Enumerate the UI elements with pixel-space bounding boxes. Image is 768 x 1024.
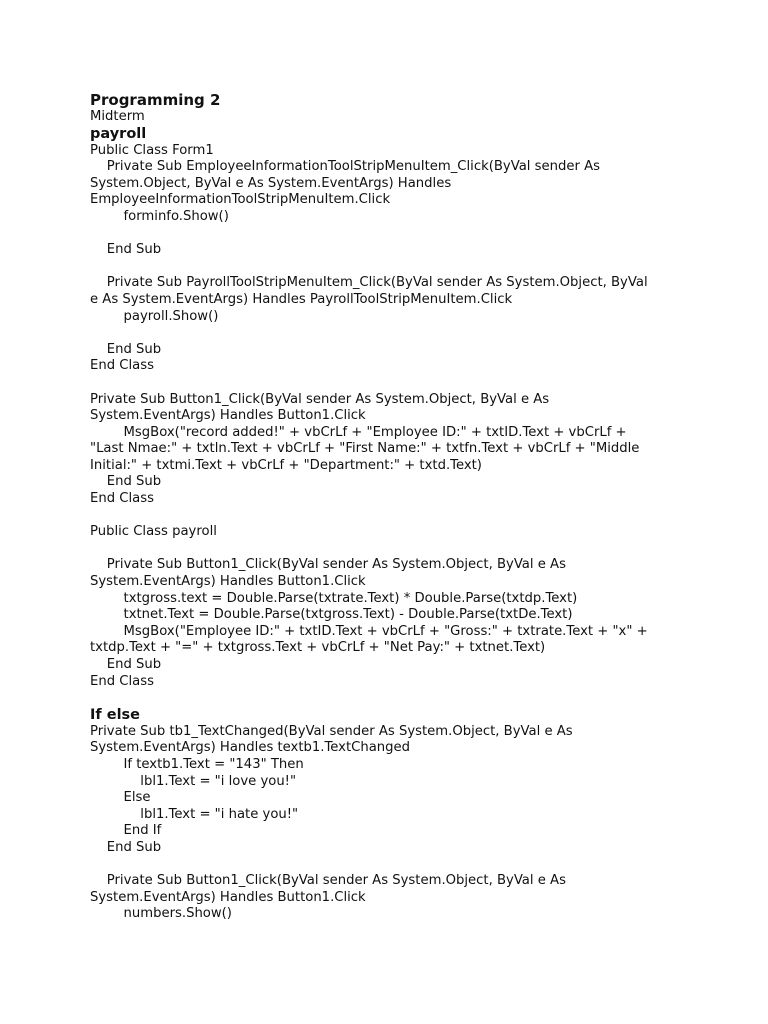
document-title: Programming 2 — [90, 91, 221, 109]
code-line: Public Class Form1 — [90, 142, 214, 158]
code-block-payroll — [90, 143, 750, 707]
code-line: Private Sub tb1_TextChanged(ByVal sender As System.Object, ByVal e As — [90, 723, 573, 739]
code-line: payroll.Show() — [90, 308, 219, 324]
code-line: numbers.Show() — [90, 906, 232, 922]
code-line: txtnet.Text = Double.Parse(txtgross.Text) - Double.Parse(txtDe.Text) — [90, 607, 573, 623]
code-line: MsgBox("record added!" + vbCrLf + "Employee ID:" + txtID.Text + vbCrLf + — [90, 424, 627, 440]
code-line — [90, 375, 750, 392]
code-line: End Class — [90, 358, 154, 374]
code-line: End Class — [90, 491, 154, 507]
code-line: System.EventArgs) Handles Button1.Click — [90, 408, 366, 424]
code-line: If textb1.Text = "143" Then — [90, 756, 304, 772]
code-line: Private Sub Button1_Click(ByVal sender As System.Object, ByVal e As — [90, 557, 566, 573]
code-line: Private Sub Button1_Click(ByVal sender As System.Object, ByVal e As — [90, 391, 550, 407]
code-line: EmployeeInformationToolStripMenuItem.Click — [90, 192, 391, 208]
code-line: System.EventArgs) Handles Button1.Click — [90, 574, 366, 590]
code-line: End Sub — [90, 341, 162, 357]
code-line: End If — [90, 823, 162, 839]
code-line: End Sub — [90, 657, 162, 672]
code-line — [90, 325, 750, 342]
code-line: Private Sub EmployeeInformationToolStripMenuItem_Click(ByVal sender As — [90, 159, 600, 175]
code-line: End Sub — [90, 839, 162, 855]
code-line — [90, 259, 750, 276]
document-subtitle: Midterm — [90, 109, 145, 124]
code-line: System.Object, ByVal e As System.EventArgs) Handles — [90, 175, 452, 191]
code-line: Private Sub PayrollToolStripMenuItem_Click(ByVal sender As System.Object, ByVal — [90, 275, 648, 291]
code-line: Public Class payroll — [90, 524, 217, 540]
code-line — [90, 857, 750, 874]
code-line: End Sub — [90, 474, 162, 490]
code-line: e As System.EventArgs) Handles PayrollToolStripMenuItem.Click — [90, 291, 513, 307]
code-line: Private Sub Button1_Click(ByVal sender As System.Object, ByVal e As — [90, 873, 566, 889]
section-heading-if-else: If else — [90, 706, 141, 723]
code-line — [90, 541, 750, 558]
code-line: lbl1.Text = "i hate you!" — [90, 806, 299, 822]
code-line: txtgross.text = Double.Parse(txtrate.Text) * Double.Parse(txtdp.Text) — [90, 590, 578, 606]
code-line: MsgBox("Employee ID:" + txtID.Text + vbCrLf + "Gross:" + txtrate.Text + "x" + — [90, 623, 648, 639]
code-line: Else — [90, 790, 151, 806]
code-line: End Sub — [90, 242, 162, 258]
code-line: System.EventArgs) Handles textb1.TextChanged — [90, 740, 411, 756]
code-line: System.EventArgs) Handles Button1.Click — [90, 889, 366, 905]
document-page — [90, 92, 750, 923]
code-line — [90, 508, 750, 525]
code-line: "Last Nmae:" + txtln.Text + vbCrLf + "First Name:" + txtfn.Text + vbCrLf + "Middle — [90, 441, 640, 457]
section-heading-payroll: payroll — [90, 125, 147, 142]
code-block-if-else — [90, 724, 750, 923]
code-line: Initial:" + txtmi.Text + vbCrLf + "Department:" + txtd.Text) — [90, 457, 482, 473]
code-line: End Class — [90, 673, 154, 689]
code-line — [90, 226, 750, 243]
code-line — [90, 690, 750, 707]
code-line: txtdp.Text + "=" + txtgross.Text + vbCrLf + "Net Pay:" + txtnet.Text) — [90, 640, 546, 656]
code-line: forminfo.Show() — [90, 208, 229, 224]
code-line: lbl1.Text = "i love you!" — [90, 773, 297, 789]
